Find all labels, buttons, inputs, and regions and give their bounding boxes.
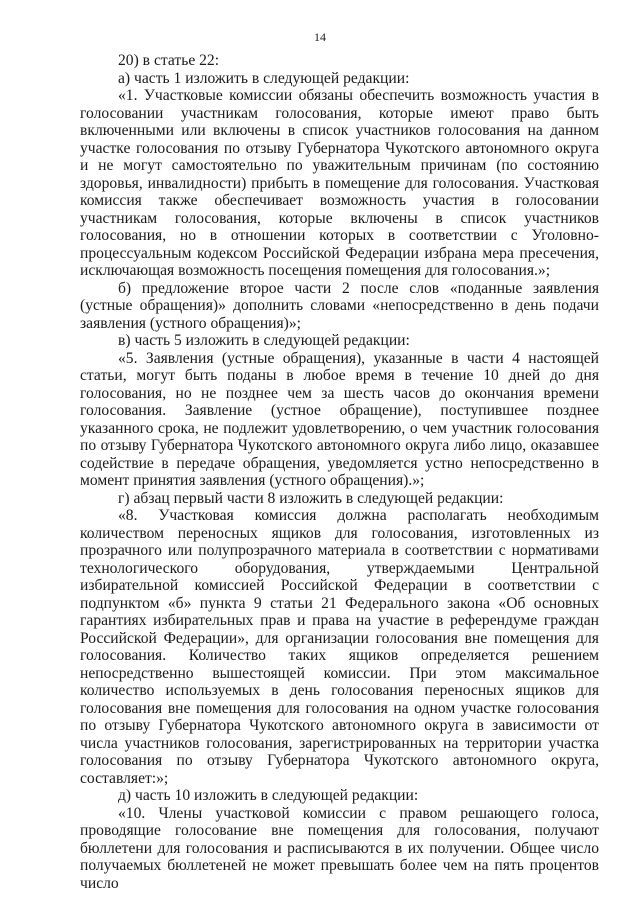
amendment-item-a: а) часть 1 изложить в следующей редакции: [118, 69, 410, 87]
page-number: 14 [314, 30, 326, 44]
amendment-text-part-1: «1. Участковые комиссии обязаны обеспечить возможность участия в голосовании участникам голосования, которые имеют право быть включенными или включены в список участников голосования на данном участке голосования по отзыву Губернатора Чукотского автономного округа и не могут самостоятельно по уважительным причинам (по состоянию здоровья, инвалидности) прибыть в помещение для голосования. Участковая комиссия также обеспечивает возможность участия в голосовании участникам голосования, которые включены в список участников голосования, но в отношении которых в соответствии с Уголовно-процессуальным кодексом Российской Федерации избрана мера пресечения, исключающая возможность посещения помещения для голосования.»; [80, 87, 599, 279]
amendment-text-part-8: «8. Участковая комиссия должна располагать необходимым количеством переносных ящиков для голосования, изготовленных из прозрачного или полупрозрачного материала в соответствии с нормативами технологического оборудования, утверждаемыми Центральной избирательной комиссией Российской Федерации в соответствии с подпунктом «б» пункта 9 статьи 21 Федерального закона «Об основных гарантиях избирательных прав и права на участие в референдуме граждан Российской Федерации», для организации голосования вне помещения для голосования. Количество таких ящиков определяется решением непосредственно вышестоящей комиссии. При этом максимальное количество используемых в день голосования переносных ящиков для голосования вне помещения для голосования на одном участке голосования по отзыву Губернатора Чукотского автономного округа в зависимости от числа участников голосования, зарегистрированных на территории участка голосования по отзыву Губернатора Чукотского автономного округа, составляет:»; [80, 507, 599, 787]
amendment-item-g: г) абзац первый части 8 изложить в следующей редакции: [118, 489, 504, 507]
list-heading-article-22: 20) в статье 22: [118, 52, 220, 69]
document-body [80, 52, 599, 892]
amendment-item-b: б) предложение второе части 2 после слов «поданные заявления (устные обращения)» дополнить словами «непосредственно в день подачи заявления (устного обращения)»; [80, 279, 599, 332]
amendment-item-d: д) часть 10 изложить в следующей редакции: [118, 787, 419, 804]
amendment-item-v: в) часть 5 изложить в следующей редакции: [118, 332, 410, 349]
amendment-text-part-5: «5. Заявления (устные обращения), указанные в части 4 настоящей статьи, могут быть поданы в любое время в течение 10 дней до дня голосования, но не позднее чем за шесть часов до окончания времени голосования. Заявление (устное обращение), поступившее позднее указанного срока, не подлежит удовлетворению, о чем участник голосования по отзыву Губернатора Чукотского автономного округа либо лицо, оказавшее содействие в передаче обращения, уведомляется устно непосредственно в момент принятия заявления (устного обращения).»; [80, 349, 599, 489]
amendment-text-part-10: «10. Члены участковой комиссии с правом решающего голоса, проводящие голосование вне помещения для голосования, получают бюллетени для голосования и расписываются в их получении. Общее число получаемых бюллетеней не может превышать более чем на пять процентов число [80, 804, 599, 892]
